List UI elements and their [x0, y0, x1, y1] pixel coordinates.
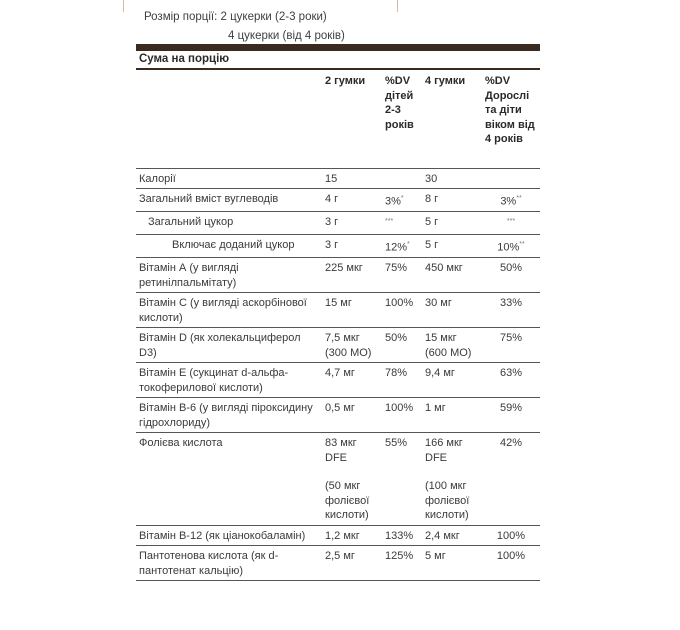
amount-2-gummies-text: 7,5 мкг (300 МО) — [325, 332, 372, 359]
table-row — [136, 293, 540, 328]
amount-4-gummies — [422, 433, 482, 526]
amount-2-gummies-text: 3 г — [325, 216, 339, 229]
header-dv-children: %DV дітей 2-3 років — [382, 70, 422, 168]
nutrition-facts-table — [136, 70, 540, 581]
amount-4-gummies-text: 5 мг — [425, 550, 446, 563]
table-row — [136, 258, 540, 293]
amount-4-gummies — [422, 258, 482, 293]
amount-4-gummies-text: 166 мкг DFE — [425, 437, 463, 464]
dv-children-text: 133% — [385, 529, 414, 542]
amount-4-gummies — [422, 328, 482, 363]
dv-adults-text: 3% — [500, 195, 517, 208]
dv-children — [382, 525, 422, 546]
dv-adults-text: 50% — [499, 262, 523, 275]
serving-size-line-1: Розмір порції: 2 цукерки (2-3 роки) — [144, 11, 327, 23]
dv-adults — [482, 546, 540, 581]
amount-2-gummies-text: 15 мг — [325, 297, 352, 310]
amount-2-gummies-text: 15 — [325, 172, 338, 185]
dv-children — [382, 235, 422, 258]
dv-adults-text: 63% — [499, 367, 523, 380]
nutrient-name: Вітамін Е (сукцинат d-альфа-токоферилової кислоти) — [136, 363, 322, 398]
dv-children — [382, 293, 422, 328]
amount-4-gummies — [422, 293, 482, 328]
nutrient-name: Включає доданий цукор — [136, 235, 322, 258]
dv-children — [382, 398, 422, 433]
amount-4-gummies-text: 15 мкг (600 МО) — [425, 332, 472, 359]
amount-2-gummies — [322, 293, 382, 328]
dv-children — [382, 168, 422, 189]
amount-4-gummies-text: 450 мкг — [425, 262, 463, 275]
dv-children — [382, 212, 422, 235]
nutrient-name: Загальний вміст вуглеводів — [136, 189, 322, 212]
dv-adults — [482, 293, 540, 328]
dv-children-text: 100% — [385, 402, 414, 415]
header-nutrient — [136, 70, 322, 168]
amount-2-gummies-text: 0,5 мг — [325, 402, 355, 415]
dv-adults — [482, 525, 540, 546]
amount-4-gummies — [422, 363, 482, 398]
table-row — [136, 189, 540, 212]
thick-divider — [136, 44, 540, 51]
dv-children-text: 3% — [385, 195, 401, 208]
amount-2-gummies — [322, 328, 382, 363]
amount-4-gummies-text: 1 мг — [425, 402, 446, 415]
table-row — [136, 525, 540, 546]
dv-adults — [482, 328, 540, 363]
nutrient-name: Вітамін В-6 (у вигляді піроксидину гідрохлориду) — [136, 398, 322, 433]
amount-2-gummies — [322, 363, 382, 398]
table-row — [136, 398, 540, 433]
dv-children-text: 50% — [385, 332, 408, 345]
header-dv-adults: %DV Дорослі та діти віком від 4 років — [482, 70, 540, 168]
table-row — [136, 168, 540, 189]
nutrient-name: Калорії — [136, 168, 322, 189]
dv-adults — [482, 189, 540, 212]
dv-children — [382, 363, 422, 398]
table-row — [136, 546, 540, 581]
amount-per-serving-heading: Сума на порцію — [139, 53, 230, 65]
dv-adults-text: 100% — [496, 529, 526, 542]
dv-adults-text: 33% — [499, 297, 523, 310]
amount-2-gummies — [322, 398, 382, 433]
dv-children — [382, 546, 422, 581]
nutrient-name: Вітамін В-12 (як ціанокобаламін) — [136, 525, 322, 546]
amount-4-gummies — [422, 212, 482, 235]
footnote-mark: ** — [516, 195, 522, 202]
dv-children-text: 75% — [385, 262, 408, 275]
amount-2-gummies — [322, 433, 382, 526]
amount-2-gummies-text: 1,2 мкг — [325, 529, 360, 542]
folic-acid-note: (100 мкг фолієвої кислоти) — [425, 480, 470, 522]
table-row — [136, 363, 540, 398]
dv-adults — [482, 363, 540, 398]
amount-2-gummies — [322, 525, 382, 546]
amount-4-gummies-text: 9,4 мг — [425, 367, 455, 380]
nutrient-name: Фолієва кислота — [136, 433, 322, 526]
amount-4-gummies-text: 5 г — [425, 216, 439, 229]
amount-4-gummies — [422, 235, 482, 258]
amount-2-gummies — [322, 546, 382, 581]
dv-adults-text: 100% — [496, 550, 526, 563]
header-row — [136, 70, 540, 168]
amount-4-gummies-text: 30 — [425, 172, 438, 185]
header-2-gummies: 2 гумки — [322, 70, 382, 168]
dv-children — [382, 258, 422, 293]
dv-children-text: 55% — [385, 437, 408, 450]
footnote-mark: ** — [519, 241, 525, 249]
dv-adults — [482, 235, 540, 258]
frame-edge-right — [397, 0, 398, 12]
amount-4-gummies — [422, 525, 482, 546]
nutrient-name: Загальний цукор — [136, 212, 322, 235]
dv-adults — [482, 433, 540, 526]
nutrient-name: Вітамін А (у вигляді ретинілпальмітату) — [136, 258, 322, 293]
dv-children-text: 78% — [385, 367, 408, 380]
amount-4-gummies — [422, 168, 482, 189]
amount-4-gummies-text: 2,4 мкг — [425, 529, 460, 542]
amount-2-gummies-text: 83 мкг DFE — [325, 437, 357, 464]
dv-adults-text: 75% — [499, 332, 523, 345]
footnote-mark: *** — [385, 218, 394, 226]
amount-2-gummies-text: 3 г — [325, 239, 339, 252]
dv-children-text: 12% — [385, 241, 408, 254]
dv-adults-text: 42% — [499, 437, 523, 450]
dv-adults-text: 59% — [499, 402, 523, 415]
amount-2-gummies-text: 225 мкг — [325, 262, 363, 275]
amount-4-gummies — [422, 546, 482, 581]
amount-2-gummies-text: 4,7 мг — [325, 367, 355, 380]
amount-2-gummies-text: 2,5 мг — [325, 550, 355, 563]
amount-2-gummies — [322, 189, 382, 212]
nutrient-name: Пантотенова кислота (як d-пантотенат кальцію) — [136, 546, 322, 581]
frame-edge-left — [123, 0, 124, 12]
nutrient-name: Вітамін С (у вигляді аскорбінової кислоти) — [136, 293, 322, 328]
amount-4-gummies — [422, 189, 482, 212]
table-row — [136, 328, 540, 363]
header-4-gummies: 4 гумки — [422, 70, 482, 168]
dv-children — [382, 328, 422, 363]
dv-children — [382, 433, 422, 526]
dv-adults — [482, 168, 540, 189]
footnote-mark: * — [407, 241, 410, 249]
folic-acid-note: (50 мкг фолієвої кислоти) — [325, 480, 370, 522]
footnote-mark: * — [400, 195, 404, 202]
dv-children-text: 125% — [385, 550, 414, 563]
amount-4-gummies-text: 5 г — [425, 239, 439, 252]
nutrient-name: Вітамін D (як холекальциферол D3) — [136, 328, 322, 363]
amount-2-gummies — [322, 258, 382, 293]
dv-adults-text: 10% — [497, 241, 520, 254]
serving-size-line-2: 4 цукерки (від 4 років) — [228, 30, 345, 42]
amount-2-gummies — [322, 235, 382, 258]
dv-adults — [482, 212, 540, 235]
dv-adults — [482, 258, 540, 293]
amount-2-gummies — [322, 212, 382, 235]
amount-4-gummies-text: 8 г — [425, 193, 439, 205]
footnote-mark: *** — [506, 218, 516, 226]
amount-2-gummies — [322, 168, 382, 189]
amount-4-gummies — [422, 398, 482, 433]
table-row — [136, 212, 540, 235]
dv-children — [382, 189, 422, 212]
dv-adults — [482, 398, 540, 433]
amount-4-gummies-text: 30 мг — [425, 297, 452, 310]
amount-2-gummies-text: 4 г — [325, 193, 339, 205]
table-row — [136, 433, 540, 526]
dv-children-text: 100% — [385, 297, 414, 310]
table-row — [136, 235, 540, 258]
